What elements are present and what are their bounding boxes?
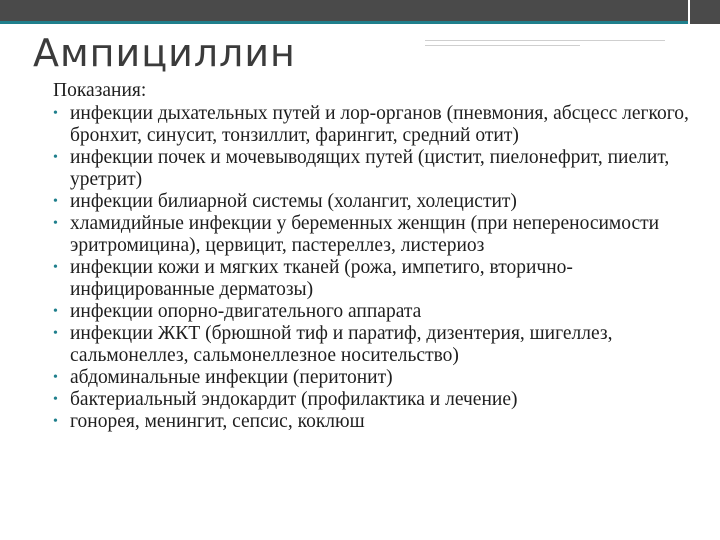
slide-content bbox=[53, 80, 713, 433]
list-item-text: инфекции опорно-двигательного аппарата bbox=[70, 301, 422, 322]
top-bar-corner bbox=[690, 0, 720, 24]
top-bar-accent-line bbox=[0, 21, 688, 24]
list-item-text: абдоминальные инфекции (перитонит) bbox=[70, 367, 393, 388]
bullet-icon: • bbox=[53, 414, 58, 429]
list-item-text: инфекции почек и мочевыводящих путей (цистит, пиелонефрит, пиелит, уретрит) bbox=[70, 147, 670, 190]
list-item bbox=[53, 191, 713, 213]
list-item bbox=[53, 257, 713, 301]
list-item bbox=[53, 411, 713, 433]
bullet-icon: • bbox=[53, 304, 58, 319]
bullet-icon: • bbox=[53, 260, 58, 275]
list-item bbox=[53, 103, 713, 147]
slide-title: Ампициллин bbox=[33, 31, 296, 75]
list-item-text: бактериальный эндокардит (профилактика и лечение) bbox=[70, 389, 518, 410]
bullet-icon: • bbox=[53, 106, 58, 121]
list-item bbox=[53, 301, 713, 323]
list-item bbox=[53, 389, 713, 411]
list-item-text: инфекции ЖКТ (брюшной тиф и паратиф, дизентерия, шигеллез, сальмонеллез, сальмонеллезное носительство) bbox=[70, 323, 613, 366]
bullet-icon: • bbox=[53, 326, 58, 341]
bullet-icon: • bbox=[53, 370, 58, 385]
list-item bbox=[53, 147, 713, 191]
list-item bbox=[53, 323, 713, 367]
list-item bbox=[53, 367, 713, 389]
list-item-text: инфекции билиарной системы (холангит, холецистит) bbox=[70, 191, 517, 212]
list-item-text: гонорея, менингит, сепсис, коклюш bbox=[70, 411, 365, 432]
indications-list bbox=[53, 103, 713, 433]
list-item-text: инфекции кожи и мягких тканей (рожа, импетиго, вторично-инфицированные дерматозы) bbox=[70, 257, 573, 300]
list-item-text: хламидийные инфекции у беременных женщин (при непереносимости эритромицина), цервицит, пастереллез, листериоз bbox=[70, 213, 660, 256]
decorative-line bbox=[425, 45, 580, 46]
bullet-icon: • bbox=[53, 392, 58, 407]
top-bar bbox=[0, 0, 688, 21]
indications-heading: Показания: bbox=[53, 80, 147, 101]
decorative-line bbox=[425, 40, 665, 41]
bullet-icon: • bbox=[53, 216, 58, 231]
bullet-icon: • bbox=[53, 150, 58, 165]
bullet-icon: • bbox=[53, 194, 58, 209]
list-item-text: инфекции дыхательных путей и лор-органов (пневмония, абсцесс легкого, бронхит, синусит, тонзиллит, фарингит, средний отит) bbox=[70, 103, 689, 146]
list-item bbox=[53, 213, 713, 257]
